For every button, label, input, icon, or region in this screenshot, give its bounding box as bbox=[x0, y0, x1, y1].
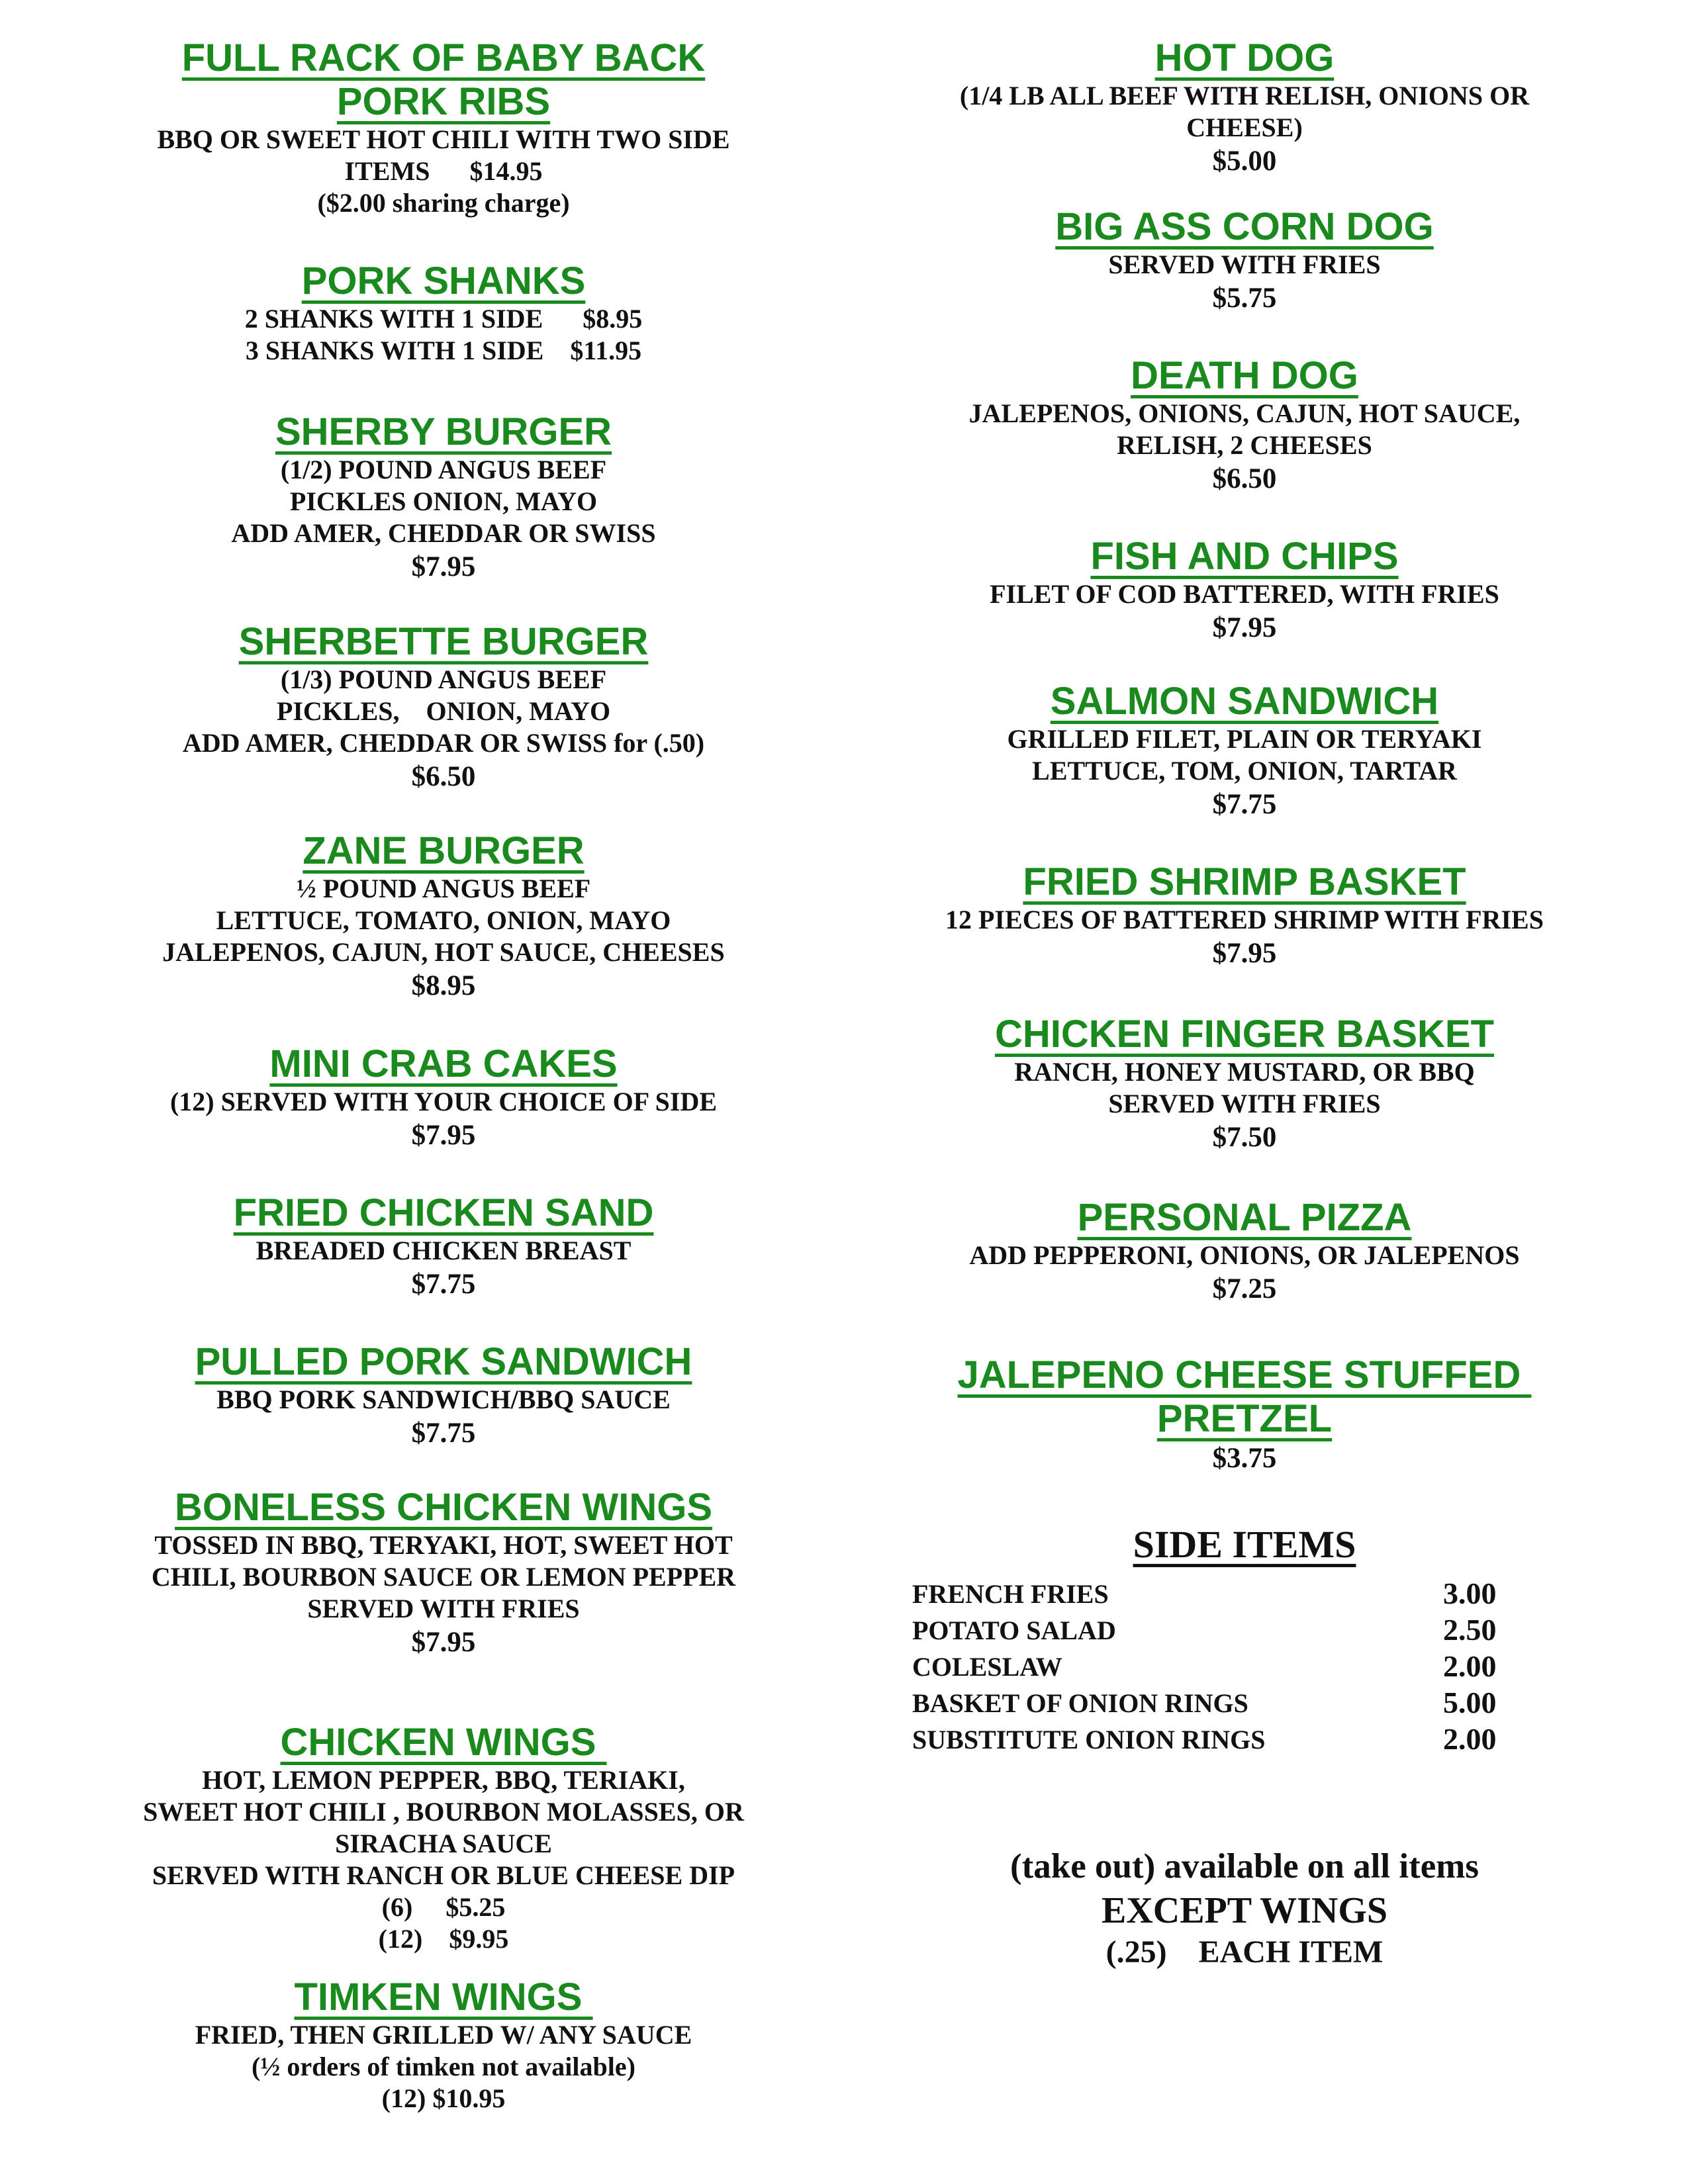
menu-item-description: CHILI, BOURBON SAUCE OR LEMON PEPPER bbox=[151, 1562, 736, 1592]
menu-item bbox=[841, 860, 1648, 972]
menu-item bbox=[841, 205, 1648, 316]
menu-item-description: ½ POUND ANGUS BEEF bbox=[296, 874, 591, 903]
menu-item-price: $6.50 bbox=[1212, 463, 1277, 494]
side-item-price: 2.00 bbox=[1443, 1649, 1497, 1683]
menu-item-description: (1/3) POUND ANGUS BEEF bbox=[280, 664, 607, 694]
menu-item bbox=[841, 354, 1648, 497]
menu-item bbox=[841, 535, 1648, 646]
menu-item bbox=[841, 680, 1648, 823]
menu-item-price: $7.95 bbox=[1212, 612, 1277, 643]
side-item-name: BASKET OF ONION RINGS bbox=[912, 1688, 1248, 1718]
menu-item-description: SERVED WITH FRIES bbox=[307, 1594, 580, 1623]
menu-item-description: 12 PIECES OF BATTERED SHRIMP WITH FRIES bbox=[945, 905, 1544, 934]
menu-item-description: PICKLES ONION, MAYO bbox=[289, 486, 598, 516]
menu-item-description: RELISH, 2 CHEESES bbox=[1117, 430, 1372, 460]
menu-item-description: 2 SHANKS WITH 1 SIDE $8.95 bbox=[244, 304, 643, 334]
menu-item-price: $7.75 bbox=[1212, 789, 1277, 820]
menu-item-title: MINI CRAB CAKES bbox=[269, 1042, 618, 1085]
menu-item-price: $7.95 bbox=[411, 1120, 476, 1151]
menu-item-description: CHEESE) bbox=[1186, 113, 1303, 142]
menu-item-title: BONELESS CHICKEN WINGS bbox=[174, 1486, 713, 1529]
menu-item-description: 3 SHANKS WITH 1 SIDE $11.95 bbox=[245, 336, 642, 365]
side-item-name: COLESLAW bbox=[912, 1652, 1062, 1682]
menu-item-description: SIRACHA SAUCE bbox=[335, 1829, 552, 1858]
menu-item-description: (12) $10.95 bbox=[381, 2083, 506, 2113]
menu-item-price: $7.50 bbox=[1212, 1122, 1277, 1153]
menu-item-description: LETTUCE, TOMATO, ONION, MAYO bbox=[216, 905, 671, 935]
menu-item-title: HOT DOG bbox=[1154, 36, 1335, 79]
menu-item-description: SERVED WITH RANCH OR BLUE CHEESE DIP bbox=[152, 1860, 735, 1890]
menu-item-description: RANCH, HONEY MUSTARD, OR BBQ bbox=[1014, 1057, 1475, 1087]
menu-item-description: (12) SERVED WITH YOUR CHOICE OF SIDE bbox=[169, 1087, 718, 1116]
menu-item-title: CHICKEN FINGER BASKET bbox=[994, 1013, 1495, 1056]
menu-item-price: $3.75 bbox=[1212, 1443, 1277, 1474]
menu-item-description: SWEET HOT CHILI , BOURBON MOLASSES, OR bbox=[143, 1797, 744, 1827]
menu-item bbox=[841, 1013, 1648, 1156]
menu-item-title: FRIED CHICKEN SAND bbox=[233, 1191, 654, 1234]
side-item-name: SUBSTITUTE ONION RINGS bbox=[912, 1725, 1266, 1754]
menu-item-title: JALEPENO CHEESE STUFFED PRETZEL bbox=[957, 1353, 1521, 1440]
menu-item-title: TIMKEN WINGS bbox=[294, 1976, 593, 2019]
menu-item bbox=[0, 410, 887, 585]
menu-item-price: $5.00 bbox=[1212, 146, 1277, 177]
menu-item-description: BBQ PORK SANDWICH/BBQ SAUCE bbox=[216, 1385, 671, 1414]
menu-item-description: (6) $5.25 bbox=[381, 1892, 506, 1922]
menu-item-description: SERVED WITH FRIES bbox=[1108, 1089, 1381, 1118]
menu-item-title: SHERBY BURGER bbox=[275, 410, 612, 453]
menu-item-description: PICKLES, ONION, MAYO bbox=[276, 696, 611, 726]
menu-item-description: GRILLED FILET, PLAIN OR TERYAKI bbox=[1007, 724, 1482, 754]
menu-item-price: $7.95 bbox=[411, 551, 476, 582]
side-item-price: 2.00 bbox=[1443, 1722, 1497, 1756]
takeout-line-1: (take out) available on all items bbox=[1009, 1847, 1479, 1886]
menu-item bbox=[0, 1721, 887, 1955]
menu-item-description: SERVED WITH FRIES bbox=[1108, 250, 1381, 279]
menu-item-title: PERSONAL PIZZA bbox=[1077, 1196, 1412, 1239]
menu-item bbox=[0, 1486, 887, 1661]
menu-item-description: FILET OF COD BATTERED, WITH FRIES bbox=[990, 579, 1499, 609]
menu-item-description: (½ orders of timken not available) bbox=[252, 2052, 635, 2081]
menu-item bbox=[841, 1196, 1648, 1307]
takeout-line-2: EXCEPT WINGS bbox=[1101, 1890, 1388, 1931]
menu-item-price: $7.75 bbox=[411, 1269, 476, 1300]
menu-item-description: TOSSED IN BBQ, TERYAKI, HOT, SWEET HOT bbox=[154, 1530, 733, 1560]
side-items-title: SIDE ITEMS bbox=[1133, 1523, 1356, 1566]
side-item-name: POTATO SALAD bbox=[912, 1615, 1116, 1645]
menu-item-title: FISH AND CHIPS bbox=[1090, 535, 1399, 578]
menu-item-description: BBQ OR SWEET HOT CHILI WITH TWO SIDE bbox=[157, 124, 730, 154]
menu-item-title: PORK SHANKS bbox=[301, 259, 586, 302]
side-item-price: 2.50 bbox=[1443, 1613, 1497, 1647]
menu-item bbox=[0, 1191, 887, 1302]
menu-item bbox=[0, 1976, 887, 2115]
menu-item-description: JALEPENOS, CAJUN, HOT SAUCE, CHEESES bbox=[162, 937, 725, 967]
menu-item bbox=[841, 1353, 1648, 1477]
menu-item-title: BIG ASS CORN DOG bbox=[1055, 205, 1434, 248]
menu-item-description: (1/2) POUND ANGUS BEEF bbox=[280, 455, 607, 484]
menu-item-title: CHICKEN WINGS bbox=[280, 1721, 607, 1764]
menu-item-description: ITEMS $14.95 bbox=[344, 156, 543, 186]
menu-item-description: FRIED, THEN GRILLED W/ ANY SAUCE bbox=[195, 2020, 692, 2050]
menu-item bbox=[0, 259, 887, 367]
side-item-name: FRENCH FRIES bbox=[912, 1579, 1109, 1609]
menu-item-price: $7.75 bbox=[411, 1418, 476, 1449]
menu-item-description: ADD AMER, CHEDDAR OR SWISS bbox=[231, 518, 656, 548]
menu-item-price: $7.95 bbox=[1212, 938, 1277, 969]
menu-item-title: FULL RACK OF BABY BACK PORK RIBS bbox=[181, 36, 706, 123]
menu-item-description: BREADED CHICKEN BREAST bbox=[256, 1236, 632, 1265]
menu-item-price: $7.95 bbox=[411, 1627, 476, 1658]
side-item-price: 5.00 bbox=[1443, 1686, 1497, 1719]
menu-item-price: $5.75 bbox=[1212, 283, 1277, 314]
menu-item-description: ($2.00 sharing charge) bbox=[317, 188, 570, 218]
menu-item-price: $6.50 bbox=[411, 761, 476, 792]
menu-item-title: PULLED PORK SANDWICH bbox=[195, 1340, 692, 1383]
menu-item-price: $7.25 bbox=[1212, 1273, 1277, 1304]
menu-item-description: JALEPENOS, ONIONS, CAJUN, HOT SAUCE, bbox=[968, 398, 1521, 428]
menu-item bbox=[0, 620, 887, 795]
takeout-line-3: (.25) EACH ITEM bbox=[1105, 1934, 1383, 1970]
menu-item-description: (12) $9.95 bbox=[378, 1924, 509, 1954]
menu-item-description: ADD AMER, CHEDDAR OR SWISS for (.50) bbox=[182, 728, 705, 758]
menu-item-title: SALMON SANDWICH bbox=[1050, 680, 1439, 723]
menu-item-description: ADD PEPPERONI, ONIONS, OR JALEPENOS bbox=[969, 1240, 1520, 1270]
menu-item-price: $8.95 bbox=[411, 970, 476, 1001]
menu-item-title: DEATH DOG bbox=[1131, 354, 1358, 397]
menu-item-description: (1/4 LB ALL BEEF WITH RELISH, ONIONS OR bbox=[959, 81, 1530, 111]
menu-item bbox=[0, 829, 887, 1004]
menu-item bbox=[841, 36, 1648, 179]
menu-item bbox=[0, 1340, 887, 1451]
side-item-price: 3.00 bbox=[1443, 1576, 1497, 1610]
menu-item-description: HOT, LEMON PEPPER, BBQ, TERIAKI, bbox=[202, 1765, 685, 1795]
menu-item-description: LETTUCE, TOM, ONION, TARTAR bbox=[1032, 756, 1457, 786]
menu-item-title: FRIED SHRIMP BASKET bbox=[1023, 860, 1466, 903]
menu-item bbox=[0, 1042, 887, 1154]
menu-item-title: SHERBETTE BURGER bbox=[238, 620, 649, 663]
menu-item bbox=[0, 36, 887, 219]
menu-item-title: ZANE BURGER bbox=[303, 829, 585, 872]
